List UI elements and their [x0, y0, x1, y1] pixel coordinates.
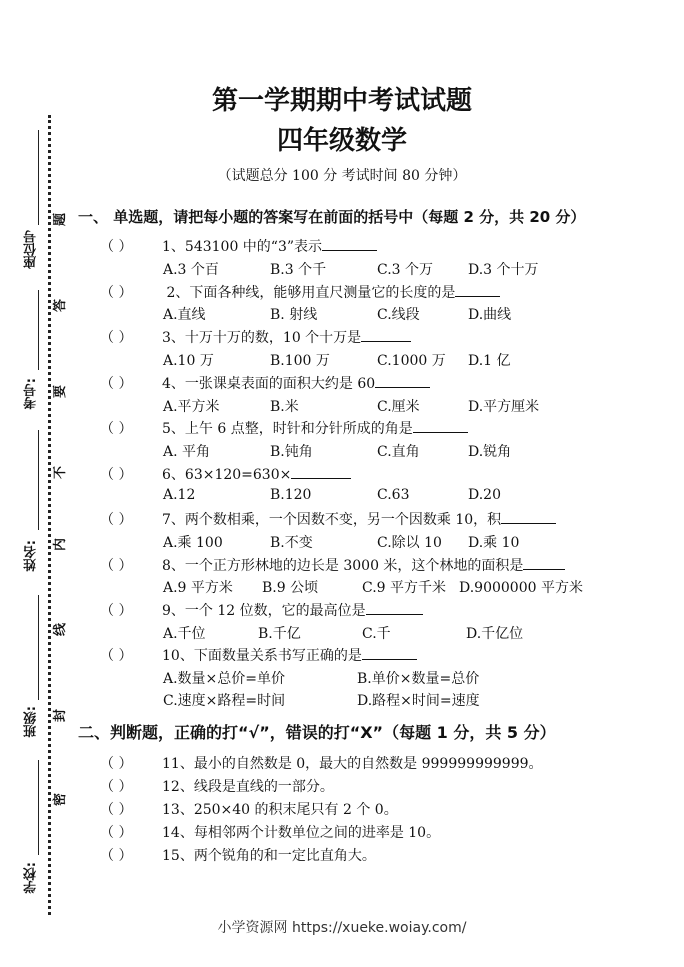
answer-paren[interactable]: （ ） [100, 825, 133, 841]
option-b: B.100 万 [270, 353, 330, 369]
answer-paren[interactable]: （ ） [100, 802, 133, 818]
answer-paren[interactable]: （ ） [100, 421, 133, 437]
answer-paren[interactable]: （ ） [100, 779, 133, 795]
judgment-15 [100, 845, 376, 865]
option-a: A.12 [163, 487, 196, 503]
option-d: D.20 [468, 487, 501, 503]
question-2 [100, 282, 500, 302]
answer-paren[interactable]: （ ） [100, 558, 133, 574]
option-b: B.不变 [270, 535, 313, 551]
option-a: A.平方米 [163, 399, 220, 415]
question-text: 12、线段是直线的一部分。 [162, 779, 334, 795]
option-a: A.数量×总价=单价 [163, 671, 286, 687]
question-3 [100, 327, 411, 347]
question-text: 13、250×40 的积末尾只有 2 个 0。 [162, 802, 398, 818]
option-b: B. 射线 [270, 307, 318, 323]
exam-note: （试题总分 100 分 考试时间 80 分钟） [217, 168, 467, 184]
option-a: A.乘 100 [163, 535, 223, 551]
school-line [38, 760, 39, 855]
question-text: 10、下面数量关系书写正确的是 [162, 648, 362, 664]
option-c: C.3 个万 [377, 262, 434, 278]
name-label: 姓名: [24, 540, 39, 572]
option-b: B.9 公顷 [262, 580, 319, 596]
question-8 [100, 555, 565, 575]
question-text: 5、上午 6 点整，时针和分针所成的角是 [162, 421, 413, 437]
seal-char: 密 [53, 792, 69, 807]
answer-blank[interactable] [375, 375, 430, 388]
answer-paren[interactable]: （ ） [100, 330, 133, 346]
judgment-14 [100, 822, 440, 842]
option-c: C.除以 10 [377, 535, 442, 551]
question-text: 6、63×120=630× [162, 467, 292, 483]
seat-number-label: 座位号 [24, 230, 39, 269]
exam-number-line [38, 290, 39, 370]
seal-char: 线 [53, 622, 69, 637]
question-5 [100, 418, 468, 438]
school-label: 学校: [24, 862, 39, 894]
footer-watermark: 小学资源网 https://xueke.woiay.com/ [217, 920, 467, 936]
question-text: 4、一张课桌表面的面积大约是 60 [162, 376, 376, 392]
class-line [38, 595, 39, 700]
option-d: D.1 亿 [468, 353, 511, 369]
option-c: C.1000 万 [377, 353, 446, 369]
answer-blank[interactable] [362, 647, 417, 660]
answer-blank[interactable] [291, 466, 351, 479]
question-text: 15、两个锐角的和一定比直角大。 [162, 848, 376, 864]
answer-paren[interactable]: （ ） [100, 239, 133, 255]
answer-paren[interactable]: （ ） [100, 512, 133, 528]
option-d: D.3 个十万 [468, 262, 539, 278]
seal-char: 内 [53, 537, 69, 552]
question-text: 3、十万十万的数，10 个十万是 [162, 330, 362, 346]
question-7 [100, 509, 556, 529]
option-c: C.直角 [377, 444, 420, 460]
section1-heading: 一、 单选题，请把每小题的答案写在前面的括号中（每题 2 分，共 20 分） [78, 208, 586, 226]
answer-paren[interactable]: （ ） [100, 603, 133, 619]
judgment-11 [100, 753, 543, 773]
option-c: C.速度×路程=时间 [163, 693, 286, 709]
option-d: D.乘 10 [468, 535, 520, 551]
answer-blank[interactable] [523, 557, 565, 570]
option-b: B.单价×数量=总价 [357, 671, 480, 687]
option-c: C.厘米 [377, 399, 420, 415]
question-text: 1、543100 中的“3”表示 [162, 239, 323, 255]
question-4 [100, 373, 430, 393]
question-1 [100, 236, 377, 256]
option-d: D.锐角 [468, 444, 512, 460]
option-a: A.直线 [163, 307, 206, 323]
answer-blank[interactable] [322, 238, 377, 251]
answer-blank[interactable] [501, 511, 556, 524]
answer-blank[interactable] [361, 329, 411, 342]
option-c: C.千 [362, 626, 391, 642]
question-text: 9、一个 12 位数，它的最高位是 [162, 603, 366, 619]
option-d: D.平方厘米 [468, 399, 540, 415]
option-a: A.千位 [163, 626, 206, 642]
name-line [38, 430, 39, 530]
answer-paren[interactable]: （ ） [100, 467, 133, 483]
section2-heading: 二、判断题，正确的打“√”，错误的打“X”（每题 1 分，共 5 分） [78, 723, 556, 742]
question-text: 14、每相邻两个计数单位之间的进率是 10。 [162, 825, 441, 841]
seal-char: 封 [53, 708, 69, 723]
option-d: D.曲线 [468, 307, 512, 323]
judgment-12 [100, 776, 334, 796]
option-b: B.120 [270, 487, 312, 503]
option-b: B.米 [270, 399, 299, 415]
answer-blank[interactable] [413, 420, 468, 433]
option-b: B.千亿 [258, 626, 301, 642]
answer-paren[interactable]: （ ） [100, 648, 133, 664]
option-b: B.3 个千 [270, 262, 327, 278]
option-c: C.63 [377, 487, 410, 503]
option-c: C.9 平方千米 [362, 580, 447, 596]
answer-paren[interactable]: （ ） [100, 848, 133, 864]
seal-char: 要 [53, 384, 69, 399]
question-text: 8、一个正方形林地的边长是 3000 米，这个林地的面积是 [162, 558, 524, 574]
option-c: C.线段 [377, 307, 420, 323]
answer-paren[interactable]: （ ） [100, 756, 133, 772]
option-b: B.钝角 [270, 444, 313, 460]
seal-char: 不 [53, 465, 69, 480]
question-6 [100, 464, 351, 484]
option-a: A.9 平方米 [163, 580, 233, 596]
exam-title: 第一学期期中考试试题 [211, 86, 472, 116]
answer-blank[interactable] [455, 284, 500, 297]
question-text: 2、下面各种线，能够用直尺测量它的长度的是 [162, 285, 456, 301]
exam-subtitle: 四年级数学 [276, 126, 407, 156]
option-d: D.千亿位 [466, 626, 524, 642]
option-d: D.9000000 平方米 [459, 580, 583, 596]
option-a: A.3 个百 [163, 262, 219, 278]
option-d: D.路程×时间=速度 [357, 693, 480, 709]
seal-char: 题 [53, 212, 69, 227]
question-text: 11、最小的自然数是 0，最大的自然数是 999999999999。 [162, 756, 543, 772]
seal-char: 答 [53, 298, 69, 313]
answer-paren[interactable]: （ ） [100, 285, 133, 301]
question-10 [100, 645, 417, 665]
judgment-13 [100, 799, 398, 819]
option-a: A.10 万 [163, 353, 214, 369]
question-9 [100, 600, 423, 620]
exam-number-label: 考号: [24, 378, 39, 410]
question-text: 7、两个数相乘，一个因数不变，另一个因数乘 10，积 [162, 512, 502, 528]
answer-paren[interactable]: （ ） [100, 376, 133, 392]
option-a: A. 平角 [163, 444, 211, 460]
answer-blank[interactable] [366, 602, 423, 615]
class-label: 班级: [24, 706, 39, 738]
